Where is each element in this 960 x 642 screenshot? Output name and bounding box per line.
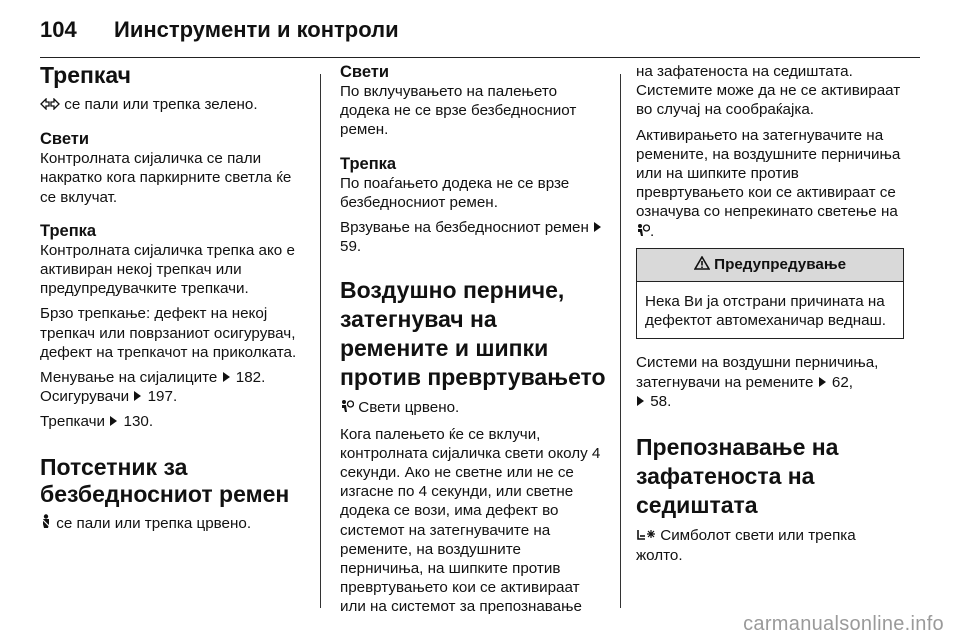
section-seat-occupancy bbox=[636, 433, 904, 565]
paragraph-text: се пали или трепка црвено. bbox=[56, 514, 252, 532]
paragraph bbox=[636, 353, 904, 411]
section-title: Потсетник за безбедносниот ремен bbox=[40, 453, 290, 507]
section-turn-signal bbox=[40, 62, 308, 115]
reference-text: Системи на воздушни перничиња, затегнувачи на ремените bbox=[636, 354, 879, 391]
page-number: 104 bbox=[40, 17, 77, 42]
section-title: Препознавање на зафатеноста на седиштата bbox=[636, 434, 839, 519]
paragraph: Активирањето на затегнувачите на ремените, на воздушните перничиња или на шипките против превртувањето кои се активираат се означува со непрекинато светење на . bbox=[636, 126, 904, 242]
paragraph bbox=[636, 526, 904, 565]
section-on bbox=[340, 62, 608, 140]
turn-signal-arrows-icon bbox=[40, 96, 60, 115]
page-reference-arrow-icon bbox=[637, 396, 644, 406]
column-3 bbox=[636, 62, 904, 579]
paragraph bbox=[40, 368, 308, 406]
page-reference-arrow-icon bbox=[594, 222, 601, 232]
paragraph-text: Свети црвено. bbox=[358, 399, 460, 417]
warning-triangle-icon bbox=[694, 256, 710, 275]
page-reference-arrow-icon bbox=[134, 391, 141, 401]
subsection-title: Трепка bbox=[340, 154, 397, 173]
subsection-title: Свети bbox=[40, 130, 90, 149]
warning-header bbox=[637, 249, 903, 282]
page-reference-arrow-icon bbox=[223, 372, 230, 382]
section-flashing bbox=[340, 154, 608, 257]
reference-text: Врзување на безбедносниот ремен bbox=[340, 219, 589, 237]
column-divider-1 bbox=[320, 74, 321, 608]
section-flashing bbox=[40, 221, 308, 432]
paragraph-text: Симболот свети или трепка жолто. bbox=[636, 527, 856, 565]
page-reference[interactable]: 182. bbox=[235, 369, 266, 387]
section-airbag bbox=[340, 276, 608, 616]
subsection-title: Трепка bbox=[40, 221, 97, 240]
paragraph-text: Активирањето на затегнувачите на ремените, на воздушните перничиња или на шипките против превртувањето кои се активираат се означува со непрекинато светење на bbox=[636, 126, 901, 221]
paragraph: Контролната сијаличка се пали накратко кога паркирните светла ќе се вклучат. bbox=[40, 150, 292, 206]
subsection-title: Свети bbox=[340, 63, 390, 81]
section-title: Воздушно перниче, затегнувач на ремените и шипки против превртувањето bbox=[340, 277, 606, 391]
watermark: carmanualsonline.info bbox=[743, 613, 944, 635]
paragraph bbox=[40, 95, 308, 115]
reference-text: Осигурувачи bbox=[40, 388, 130, 406]
reference-text: Трепкачи bbox=[40, 413, 106, 431]
paragraph: По поаѓањето додека не се врзе безбедносниот ремен. bbox=[340, 174, 570, 211]
paragraph: на зафатеноста на седиштата. Системите може да не се активираат во случај на сообраќајка. bbox=[636, 63, 901, 119]
page-reference[interactable]: 58. bbox=[650, 392, 672, 410]
paragraph-text: се пали или трепка зелено. bbox=[64, 96, 258, 113]
page-reference[interactable]: 62, bbox=[831, 373, 853, 391]
page-reference[interactable]: 197. bbox=[147, 388, 178, 406]
warning-title: Предупредување bbox=[714, 255, 847, 273]
column-divider-2 bbox=[620, 74, 621, 608]
airbag-icon bbox=[636, 223, 650, 242]
reference-text: Менување на сијалиците bbox=[40, 369, 218, 387]
paragraph: По вклучувањето на палењето додека не се врзе безбедносниот ремен. bbox=[340, 83, 577, 139]
column-1 bbox=[40, 62, 308, 548]
column-2 bbox=[340, 62, 608, 631]
section-on bbox=[40, 129, 308, 207]
seat-occupancy-icon bbox=[636, 527, 656, 546]
paragraph bbox=[340, 218, 608, 256]
page-reference-arrow-icon bbox=[110, 416, 117, 426]
paragraph bbox=[40, 412, 308, 431]
paragraph: Брзо трепкање: дефект на некој трепкач или поврзаниот осигурувач, дефект на трепкачот на приколката. bbox=[40, 305, 297, 361]
page-reference-arrow-icon bbox=[819, 377, 826, 387]
warning-body: Нека Ви ја отстрани причината на дефектот автомеханичар веднаш. bbox=[645, 293, 886, 330]
section-title: Трепкач bbox=[40, 62, 131, 88]
paragraph bbox=[40, 514, 308, 534]
page-reference[interactable]: 59. bbox=[340, 238, 362, 256]
header-divider bbox=[40, 57, 920, 58]
page-header bbox=[40, 10, 920, 50]
paragraph: Контролната сијаличка трепка ако е активиран некој трепкач или предупредувачките трепкачи. bbox=[40, 241, 295, 298]
chapter-title: Иинструменти и контроли bbox=[114, 17, 399, 42]
page-reference[interactable]: 130. bbox=[123, 413, 154, 431]
airbag-icon bbox=[340, 399, 354, 418]
section-seatbelt-reminder bbox=[40, 454, 308, 534]
warning-box bbox=[636, 248, 904, 340]
paragraph: Кога палењето ќе се вклучи, контролната сијаличка свети околу 4 секунди. Ако не светне или не се изгасне по 4 секунди, или светне додека се вози, има дефект во системот на затегнувачите на ремените, на воздушните перничиња, на шипките против превртувањето кои се активираат или на системот за препознавање bbox=[340, 425, 601, 616]
paragraph bbox=[340, 398, 608, 418]
seatbelt-reminder-icon bbox=[40, 514, 52, 534]
